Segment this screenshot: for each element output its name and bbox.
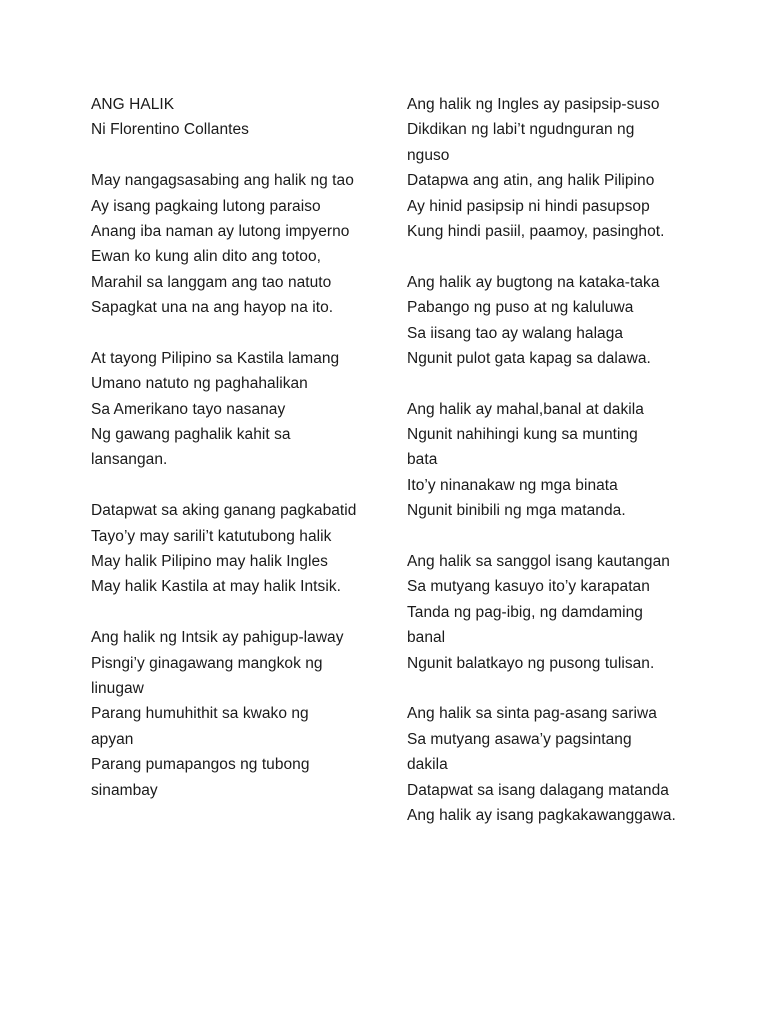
poem-title: ANG HALIK xyxy=(91,96,175,113)
stanza-gap xyxy=(407,244,707,269)
poem-line: Ang halik ng Ingles ay pasipsip-suso xyxy=(407,96,660,113)
stanza-gap xyxy=(407,676,707,701)
poem-line: dakila xyxy=(407,756,448,774)
poem-column-left xyxy=(91,92,391,803)
poem-line: Datapwat sa aking ganang pagkabatid xyxy=(91,502,357,520)
poem-line: Anang iba naman ay lutong impyerno xyxy=(91,222,350,240)
poem-line: May nangagsasabing ang halik ng tao xyxy=(91,172,354,190)
poem-line: Parang humuhithit sa kwako ng xyxy=(91,705,309,723)
poem-line: Ngunit binibili ng mga matanda. xyxy=(407,502,626,520)
poem-line: Ang halik ay mahal,banal at dakila xyxy=(407,400,644,418)
poem-line: Datapwat sa isang dalagang matanda xyxy=(407,781,669,799)
poem-line: Ewan ko kung alin dito ang totoo, xyxy=(91,248,322,266)
poem-line: Datapwa ang atin, ang halik Pilipino xyxy=(407,172,655,190)
stanza-gap xyxy=(91,600,391,625)
poem-line: Pisngi’y ginagawang mangkok ng xyxy=(91,654,323,672)
poem-line: Ang halik ay isang pagkakawanggawa. xyxy=(407,806,676,824)
poem-line: Parang pumapangos ng tubong xyxy=(91,756,310,774)
poem-line: Ang halik ng Intsik ay pahigup-laway xyxy=(91,629,344,647)
poem-line: Ngunit balatkayo ng pusong tulisan. xyxy=(407,654,655,672)
poem-line: Tayo’y may sarili’t katutubong halik xyxy=(91,527,332,545)
poem-line: Umano natuto ng paghahalikan xyxy=(91,375,308,393)
poem-line: nguso xyxy=(407,146,450,164)
stanza-gap xyxy=(407,524,707,549)
poem-line: Ay isang pagkaing lutong paraiso xyxy=(91,197,321,215)
poem-line: May halik Pilipino may halik Ingles xyxy=(91,553,328,571)
poem-line: At tayong Pilipino sa Kastila lamang xyxy=(91,349,340,367)
poem-line: Ito’y ninanakaw ng mga binata xyxy=(407,476,618,494)
poem-lines-right xyxy=(407,92,707,828)
poem-line: Sa mutyang asawa’y pagsintang xyxy=(407,730,632,748)
poem-line: bata xyxy=(407,451,438,469)
poem-line: Sa Amerikano tayo nasanay xyxy=(91,400,286,418)
poem-line: Ng gawang paghalik kahit sa xyxy=(91,426,291,444)
poem-line: Sa iisang tao ay walang halaga xyxy=(407,324,624,342)
poem-line: Ngunit nahihingi kung sa munting xyxy=(407,426,638,444)
poem-line: Ang halik ay bugtong na kataka-taka xyxy=(407,273,660,291)
poem-line: Ay hinid pasipsip ni hindi pasupsop xyxy=(407,197,650,215)
poem-line: lansangan. xyxy=(91,451,168,469)
poem-line: Sa mutyang kasuyo ito’y karapatan xyxy=(407,578,650,596)
stanza-gap xyxy=(91,321,391,346)
stanza-gap xyxy=(407,371,707,396)
poem-line: May halik Kastila at may halik Intsik. xyxy=(91,578,341,596)
poem-author: Ni Florentino Collantes xyxy=(91,121,249,139)
poem-line: Pabango ng puso at ng kaluluwa xyxy=(407,299,634,317)
poem-line: banal xyxy=(407,629,446,647)
poem-lines-left xyxy=(91,168,391,803)
poem-line: linugaw xyxy=(91,679,144,697)
stanza-gap xyxy=(91,473,391,498)
poem-line: sinambay xyxy=(91,781,158,799)
poem-line: Tanda ng pag-ibig, ng damdaming xyxy=(407,603,643,621)
poem-line: Ngunit pulot gata kapag sa dalawa. xyxy=(407,349,651,367)
poem-line: apyan xyxy=(91,730,134,748)
poem-line: Ang halik sa sinta pag-asang sariwa xyxy=(407,705,657,723)
poem-line: Ang halik sa sanggol isang kautangan xyxy=(407,553,670,571)
poem-line: Sapagkat una na ang hayop na ito. xyxy=(91,299,334,317)
poem-line: Marahil sa langgam ang tao natuto xyxy=(91,273,332,291)
poem-column-right xyxy=(407,92,707,828)
poem-line: Dikdikan ng labi’t ngudnguran ng xyxy=(407,121,635,139)
stanza-gap xyxy=(91,143,391,168)
poem-line: Kung hindi pasiil, paamoy, pasinghot. xyxy=(407,222,665,240)
